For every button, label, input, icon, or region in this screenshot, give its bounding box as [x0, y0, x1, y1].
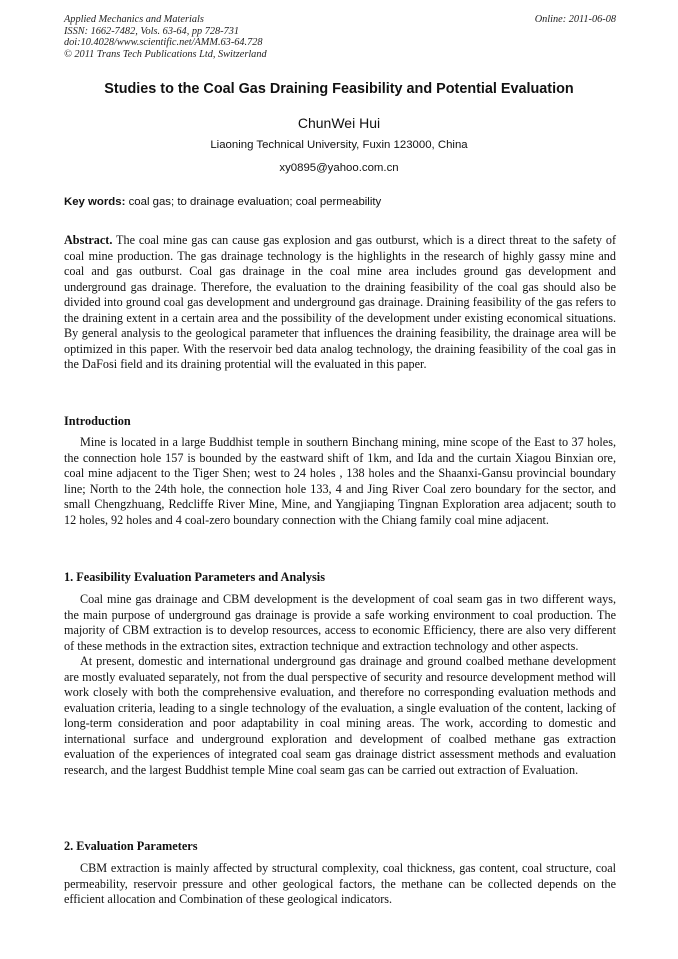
- section1-paragraph-2: At present, domestic and international underground gas drainage and ground coalbed methane development are mostly evaluated separately, not from the dual perspective of security and resource development method will work closely with both the comprehensive evaluation, and therefore no corresponding evaluation methods and evaluation criteria, leading to a single technology of the evaluation, a single evaluation of the content, lacking of long-term consideration and poor adaptability in coal mining areas. The work, according to domestic and international surface and underground exploration and development of coalbed methane gas extraction evaluation of the experiences of integrated coal seam gas drainage district assessment methods and evaluation research, and the largest Buddhist temple Mine coal seam gas can be carried out extraction of Evaluation.: [64, 654, 616, 777]
- keywords-text: coal gas; to drainage evaluation; coal permeability: [128, 196, 382, 208]
- section1-paragraph-1: Coal mine gas drainage and CBM development is the development of coal seam gas in two different ways, the main purpose of underground gas drainage is provide a safe working environment to coal production. The majority of CBM extraction is to develop resources, access to economic Efficiency, there are also very different of these methods in the extraction sites, extraction technique and extraction technology and other aspects.: [64, 592, 616, 653]
- doi-line: doi:10.4028/www.scientific.net/AMM.63-64.728: [64, 37, 263, 48]
- introduction-paragraph: Mine is located in a large Buddhist temple in southern Binchang mining, mine scope of the East to 37 holes, the connection hole 157 is bounded by the eastward shift of 1km, and Ida and the curtain Xiagou Binxian ore, coal mine adjacent to the Tiger Shen; west to 24 holes , 138 holes and the Shaanxi-Gansu provincial boundary line; North to the 24th hole, the connection hole 133, 4 and Jing River Coal zero boundary for the sector, and small Chengzhuang, Redcliffe River Mine, Mine, and Yangjiaping Tingnan Exploration area adjacent; south to 12 holes, 92 holes and 4 coal-zero boundary connection with the Chiang family coal mine adjacent.: [64, 435, 616, 527]
- author-name: ChunWei Hui: [297, 115, 381, 131]
- paper-title: Studies to the Coal Gas Draining Feasibility and Potential Evaluation: [104, 81, 574, 97]
- online-date: Online: 2011-06-08: [534, 14, 616, 25]
- keywords-label: Key words:: [64, 196, 126, 208]
- keywords: [64, 196, 616, 208]
- author-affiliation: Liaoning Technical University, Fuxin 123000, China: [210, 139, 468, 151]
- journal-header: [64, 14, 616, 60]
- author-email: xy0895@yahoo.com.cn: [279, 162, 399, 174]
- section2-paragraph-1: CBM extraction is mainly affected by structural complexity, coal thickness, gas content, coal structure, coal permeability, reservoir pressure and other geological factors, the methane can be collected depends on the efficient allocation and Combination of these geological indicators.: [64, 861, 616, 906]
- abstract-label: Abstract.: [64, 233, 113, 247]
- section2-heading: 2. Evaluation Parameters: [64, 839, 198, 853]
- introduction-body: [64, 435, 616, 528]
- abstract: [64, 233, 616, 373]
- introduction-heading: Introduction: [64, 414, 131, 428]
- copyright-line: © 2011 Trans Tech Publications Ltd, Switzerland: [64, 48, 267, 60]
- section1-heading: 1. Feasibility Evaluation Parameters and Analysis: [64, 570, 325, 584]
- abstract-text: The coal mine gas can cause gas explosion and gas outburst, which is a direct threat to the safety of coal mine production. The gas drainage technology is the highlights in the research of highly gassy mine and coal and gas outburst. Coal gas drainage in the coal mine area includes ground gas development and underground gas drainage. Therefore, the evaluation to the draining feasibility of the coal gas should also be divided into ground coal gas development and underground gas drainage. Draining feasibility of the gas refers to the draining extent in a certain area and the possibility of the development under existing economical situations. By general analysis to the geological parameter that influences the draining feasibility, the drainage area will be optimized in this paper. With the reservoir bed data analog technology, the draining feasibility of the coal gas in the DaFosi field and its draining protential will the evaluated in this paper.: [64, 233, 617, 371]
- issn-line: ISSN: 1662-7482, Vols. 63-64, pp 728-731: [64, 25, 240, 37]
- journal-name: Applied Mechanics and Materials: [64, 14, 204, 25]
- section1-body: [64, 592, 616, 778]
- section2-body: [64, 861, 616, 908]
